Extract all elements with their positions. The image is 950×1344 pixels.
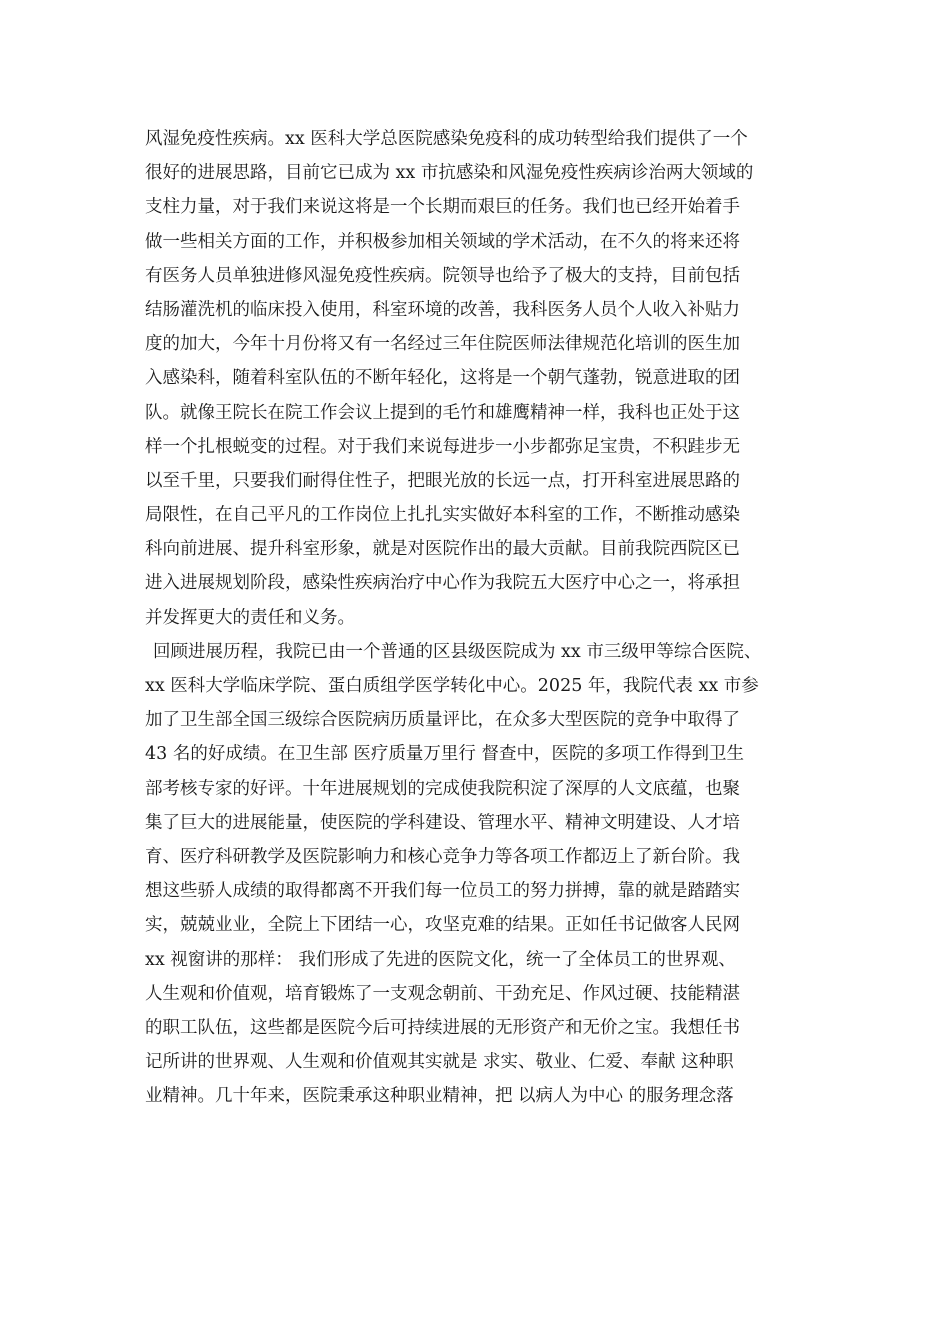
text-line: 队。就像王院长在院工作会议上提到的毛竹和雄鹰精神一样，我科也正处于这	[145, 402, 740, 423]
document-body	[145, 122, 825, 1113]
text-line: 有医务人员单独进修风湿免疫性疾病。院领导也给予了极大的支持，目前包括	[145, 265, 740, 286]
text-line: 局限性，在自己平凡的工作岗位上扎扎实实做好本科室的工作，不断推动感染	[145, 505, 740, 526]
text-line: 科向前进展、提升科室形象，就是对医院作出的最大贡献。目前我院西院区已	[145, 539, 740, 560]
text-line: xx 视窗讲的那样： 我们形成了先进的医院文化，统一了全体员工的世界观、	[145, 949, 736, 970]
text-line: 支柱力量，对于我们来说这将是一个长期而艰巨的任务。我们也已经开始着手	[145, 197, 740, 218]
text-line: 并发挥更大的责任和义务。	[145, 607, 355, 628]
text-line: 想这些骄人成绩的取得都离不开我们每一位员工的努力拼搏，靠的就是踏踏实	[145, 881, 740, 902]
text-line: 人生观和价值观，培育锻炼了一支观念朝前、干劲充足、作风过硬、技能精湛	[145, 983, 740, 1004]
text-line: 部考核专家的好评。十年进展规划的完成使我院积淀了深厚的人文底蕴，也聚	[145, 778, 740, 799]
text-line: 记所讲的世界观、人生观和价值观其实就是 求实、敬业、仁爱、奉献 这种职	[145, 1052, 734, 1073]
text-line: xx 医科大学临床学院、蛋白质组学医学转化中心。2025 年，我院代表 xx 市参	[145, 676, 759, 696]
text-line: 集了巨大的进展能量，使医院的学科建设、管理水平、精神文明建设、人才培	[145, 812, 740, 833]
text-line: 实，兢兢业业，全院上下团结一心，攻坚克难的结果。正如任书记做客人民网	[145, 915, 740, 936]
text-line: 育、医疗科研教学及医院影响力和核心竞争力等各项工作都迈上了新台阶。我	[145, 846, 740, 867]
text-line: 样一个扎根蜕变的过程。对于我们来说每进步一小步都弥足宝贵，不积跬步无	[145, 436, 740, 457]
text-line: 度的加大，今年十月份将又有一名经过三年住院医师法律规范化培训的医生加	[145, 334, 740, 355]
text-line: 结肠灌洗机的临床投入使用，科室环境的改善，我科医务人员个人收入补贴力	[145, 299, 740, 320]
text-line: 的职工队伍，这些都是医院今后可持续进展的无形资产和无价之宝。我想任书	[145, 1017, 740, 1038]
text-line: 以至千里，只要我们耐得住性子，把眼光放的长远一点，打开科室进展思路的	[145, 470, 740, 491]
text-line: 入感染科，随着科室队伍的不断年轻化，这将是一个朝气蓬勃，锐意进取的团	[145, 368, 740, 389]
text-line: 进入进展规划阶段，感染性疾病治疗中心作为我院五大医疗中心之一，将承担	[145, 573, 740, 594]
text-line: 风湿免疫性疾病。xx 医科大学总医院感染免疫科的成功转型给我们提供了一个	[145, 129, 748, 149]
text-line: 业精神。几十年来，医院秉承这种职业精神，把 以病人为中心 的服务理念落	[145, 1086, 734, 1107]
text-line: 43 名的好成绩。在卫生部 医疗质量万里行 督查中，医院的多项工作得到卫生	[145, 744, 744, 765]
text-line: 做一些相关方面的工作，并积极参加相关领域的学术活动，在不久的将来还将	[145, 231, 740, 252]
text-line: 加了卫生部全国三级综合医院病历质量评比，在众多大型医院的竞争中取得了	[145, 710, 740, 731]
paragraph-first-line: 回顾进展历程，我院已由一个普通的区县级医院成为 xx 市三级甲等综合医院、	[153, 641, 762, 662]
text-line: 很好的进展思路，目前它已成为 xx 市抗感染和风湿免疫性疾病诊治两大领域的	[145, 163, 754, 184]
